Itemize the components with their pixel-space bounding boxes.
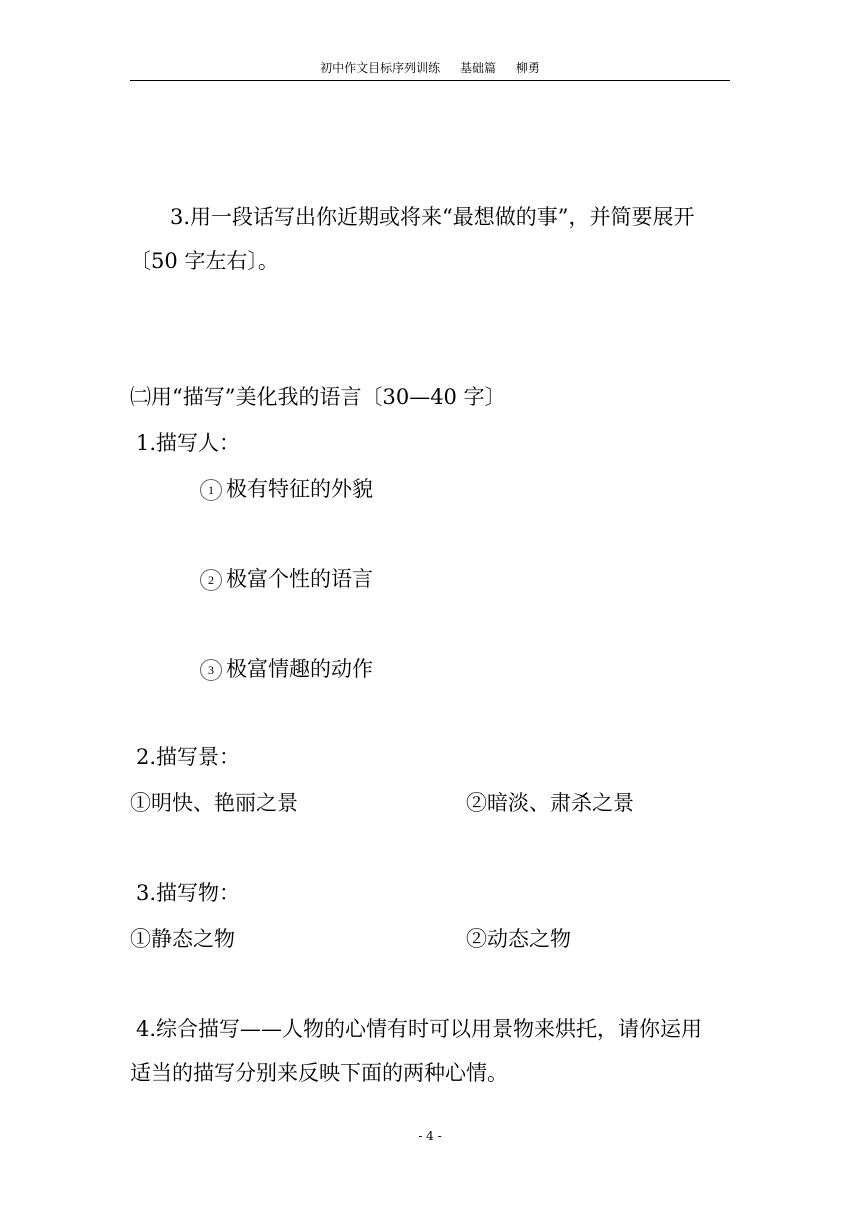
page-header [130,60,730,81]
person-item-3 [200,654,373,684]
object-item-2: ②动态之物 [466,927,571,951]
question-3-line-1: 3.用一段话写出你近期或将来“最想做的事”，并简要展开 [170,205,695,229]
header-author: 柳勇 [515,61,540,75]
question-4-line-2: 适当的描写分别来反映下面的两种心情。 [130,1061,508,1085]
person-item-2 [200,564,373,594]
circled-number: 3 [200,659,222,681]
describe-person-heading: 1.描写人： [136,431,241,455]
page-number: - 4 - [418,1129,442,1143]
person-item-text: 极富情趣的动作 [226,657,373,681]
describe-object-heading: 3.描写物： [136,881,241,905]
person-item-text: 极富个性的语言 [226,567,373,591]
scene-item-2: ②暗淡、肃杀之景 [466,791,634,815]
part-2-title: ㈡用“描写”美化我的语言〔30—40 字〕 [130,385,506,409]
scene-item-1: ①明快、艳丽之景 [130,791,298,815]
circled-number: 1 [200,479,222,501]
describe-scene-heading: 2.描写景： [136,745,241,769]
person-item-1 [200,474,373,504]
header-section: 基础篇 [459,61,496,75]
person-item-text: 极有特征的外貌 [226,477,373,501]
question-3-line-2: 〔50 字左右〕。 [130,249,279,273]
object-item-1: ①静态之物 [130,927,235,951]
circled-number: 2 [200,569,222,591]
header-title: 初中作文目标序列训练 [320,61,441,75]
question-4-line-1: 4.综合描写——人物的心情有时可以用景物来烘托，请你运用 [136,1017,703,1041]
